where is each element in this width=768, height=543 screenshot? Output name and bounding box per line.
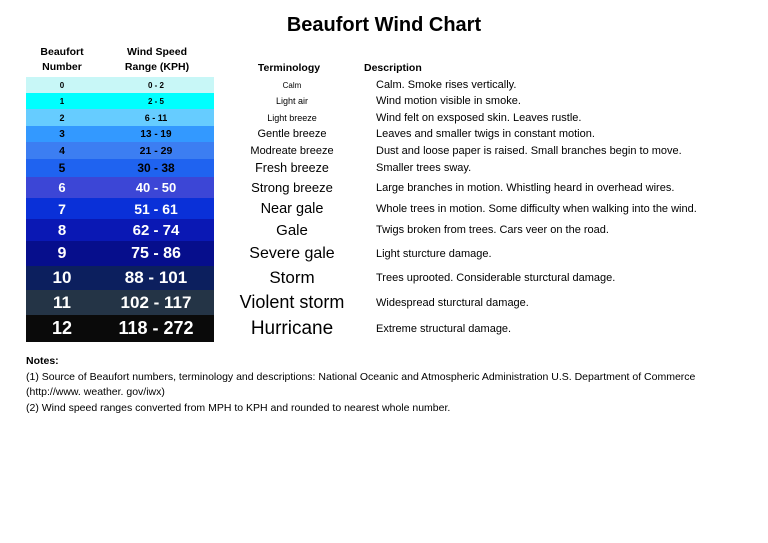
description-cell: Twigs broken from trees. Cars veer on the road. (376, 224, 609, 236)
wind-speed-cell: 2 - 5 (98, 93, 214, 109)
wind-speed-cell: 6 - 11 (98, 109, 214, 126)
header-beaufort-line2: Number (42, 61, 82, 73)
beaufort-number-cell: 7 (26, 198, 98, 219)
beaufort-number-cell: 0 (26, 77, 98, 93)
beaufort-number-cell: 11 (26, 290, 98, 315)
table-row (26, 142, 746, 159)
wind-speed-cell: 88 - 101 (98, 266, 214, 290)
terminology-cell: Light breeze (267, 112, 317, 123)
beaufort-number-cell: 9 (26, 241, 98, 266)
table-row (26, 126, 746, 142)
description-cell: Dust and loose paper is raised. Small branches begin to move. (376, 144, 682, 157)
description-cell: Extreme structural damage. (376, 322, 512, 335)
header-beaufort-number (26, 45, 98, 75)
description-cell: Leaves and smaller twigs in constant motion. (376, 128, 595, 140)
terminology-cell: Severe gale (249, 244, 335, 262)
wind-speed-cell: 62 - 74 (98, 219, 214, 241)
header-speed-line1: Wind Speed (127, 46, 187, 58)
table-row (26, 198, 746, 219)
wind-speed-cell: 75 - 86 (98, 241, 214, 266)
beaufort-number-cell: 8 (26, 219, 98, 241)
table-row (26, 266, 746, 290)
beaufort-number-cell: 12 (26, 315, 98, 342)
wind-speed-cell: 21 - 29 (98, 142, 214, 159)
header-terminology: Terminology (257, 62, 321, 74)
description-cell: Widespread sturctural damage. (376, 296, 529, 309)
terminology-cell: Hurricane (250, 317, 334, 339)
description-cell: Calm. Smoke rises vertically. (376, 79, 517, 91)
terminology-cell: Storm (269, 268, 315, 287)
terminology-cell: Gale (276, 221, 308, 239)
note-source-link: (http://www. weather. gov/iwx) (26, 386, 165, 398)
notes-section (26, 354, 746, 416)
table-row (26, 241, 746, 266)
notes-heading: Notes: (26, 355, 59, 367)
header-beaufort-line1: Beaufort (40, 46, 84, 58)
beaufort-number-cell: 5 (26, 159, 98, 177)
terminology-cell: Modreate breeze (250, 144, 334, 157)
wind-speed-cell: 13 - 19 (98, 126, 214, 142)
wind-speed-cell: 51 - 61 (98, 198, 214, 219)
beaufort-number-cell: 4 (26, 142, 98, 159)
wind-speed-cell: 102 - 117 (98, 290, 214, 315)
header-speed-line2: Range (KPH) (124, 61, 190, 73)
wind-speed-cell: 118 - 272 (98, 315, 214, 342)
terminology-cell: Violent storm (239, 292, 345, 312)
header-wind-speed (98, 45, 216, 75)
note-source: (1) Source of Beaufort numbers, terminology and descriptions: National Oceanic and Atmospheric Administration U.S. Department of Commerce (26, 370, 696, 383)
description-cell: Smaller trees sway. (376, 162, 472, 174)
terminology-cell: Fresh breeze (255, 161, 329, 175)
table-row (26, 315, 746, 342)
description-cell: Whole trees in motion. Some difficulty when walking into the wind. (376, 202, 697, 215)
note-conversion: (2) Wind speed ranges converted from MPH to KPH and rounded to nearest whole number. (26, 401, 451, 414)
beaufort-number-cell: 2 (26, 109, 98, 126)
header-description: Description (364, 62, 422, 74)
table-row (26, 77, 746, 93)
description-cell: Large branches in motion. Whistling heard in overhead wires. (376, 181, 675, 194)
description-cell: Wind motion visible in smoke. (376, 95, 521, 107)
beaufort-number-cell: 6 (26, 177, 98, 198)
terminology-cell: Light air (275, 96, 309, 106)
table-row (26, 290, 746, 315)
page-title: Beaufort Wind Chart (286, 14, 482, 36)
wind-speed-cell: 40 - 50 (98, 177, 214, 198)
beaufort-number-cell: 10 (26, 266, 98, 290)
description-cell: Wind felt on exsposed skin. Leaves rustle. (376, 111, 582, 124)
table-row (26, 93, 746, 109)
beaufort-number-cell: 3 (26, 126, 98, 142)
terminology-cell: Near gale (260, 200, 324, 217)
table-row (26, 109, 746, 126)
description-cell: Light sturcture damage. (376, 247, 492, 260)
wind-speed-cell: 30 - 38 (98, 159, 214, 177)
beaufort-number-cell: 1 (26, 93, 98, 109)
description-cell: Trees uprooted. Considerable sturctural damage. (376, 272, 616, 284)
table-row (26, 219, 746, 241)
terminology-cell: Calm (282, 80, 302, 90)
terminology-cell: Gentle breeze (257, 128, 327, 140)
beaufort-table (26, 77, 746, 342)
table-row (26, 177, 746, 198)
table-row (26, 159, 746, 177)
wind-speed-cell: 0 - 2 (98, 77, 214, 93)
terminology-cell: Strong breeze (251, 180, 333, 195)
